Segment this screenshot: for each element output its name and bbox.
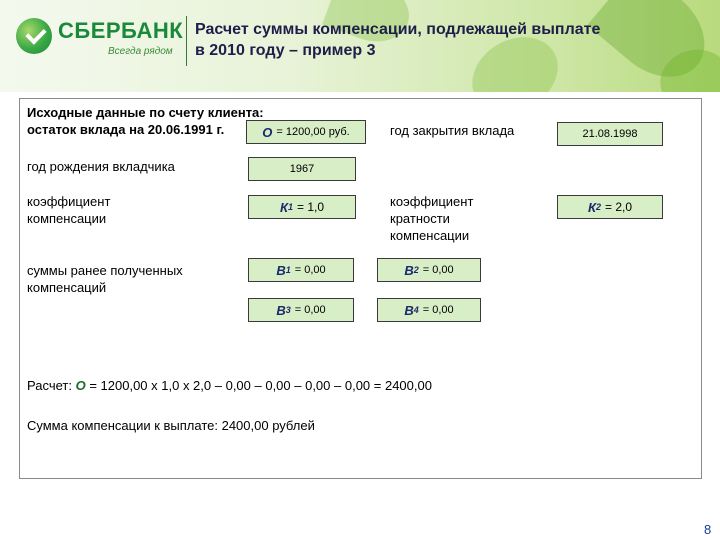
coef-mult-label: коэффициент кратности компенсации xyxy=(390,194,474,243)
slide-header xyxy=(0,0,720,92)
sberbank-logo xyxy=(16,14,186,66)
calc-line xyxy=(27,377,432,394)
result-text: Сумма компенсации к выплате: 2400,00 рублей xyxy=(27,418,315,433)
birth-year-label: год рождения вкладчика xyxy=(27,159,175,174)
b2-value: = 0,00 xyxy=(422,264,454,276)
intro-text: Исходные данные по счету клиента: xyxy=(27,105,264,120)
prev-comp-label: суммы ранее полученных компенсаций xyxy=(27,263,183,295)
header-divider xyxy=(186,16,187,66)
k2-field: К 2 = 2,0 xyxy=(557,195,663,219)
coef-comp-label: коэффициент компенсации xyxy=(27,194,111,226)
b1-value: = 0,00 xyxy=(294,264,326,276)
page-number: 8 xyxy=(704,522,712,537)
k2-symbol: К xyxy=(587,199,596,215)
logo-tagline: Всегда рядом xyxy=(108,46,173,57)
title-line-1: Расчет суммы компенсации, подлежащей выплате xyxy=(195,21,601,38)
b3-field: В 3 = 0,00 xyxy=(248,298,354,322)
birth-year-field xyxy=(248,157,356,181)
title-line-2: в 2010 году – пример 3 xyxy=(195,42,376,59)
close-year-label: год закрытия вклада xyxy=(390,123,515,138)
balance-label: остаток вклада на 20.06.1991 г. xyxy=(27,122,225,137)
balance-symbol: О xyxy=(262,124,273,140)
balance-value: = 1200,00 руб. xyxy=(276,126,350,138)
b1-field: В 1 = 0,00 xyxy=(248,258,354,282)
k2-value: = 2,0 xyxy=(604,200,633,214)
close-date-value: 21.08.1998 xyxy=(582,128,638,140)
logo-emblem-icon xyxy=(16,18,52,54)
close-date-field xyxy=(557,122,663,146)
k1-value: = 1,0 xyxy=(296,200,325,214)
b2-field: В 2 = 0,00 xyxy=(377,258,481,282)
b4-field: В 4 = 0,00 xyxy=(377,298,481,322)
calc-formula: = 1200,00 х 1,0 х 2,0 – 0,00 – 0,00 – 0,00 – 0,00 = 2400,00 xyxy=(89,378,432,393)
b3-value: = 0,00 xyxy=(294,304,326,316)
k1-symbol: К xyxy=(279,199,288,215)
logo-name: СБЕРБАНК xyxy=(58,18,184,43)
b4-value: = 0,00 xyxy=(422,304,454,316)
calc-symbol: О xyxy=(75,378,86,393)
page-title xyxy=(195,19,600,61)
balance-field xyxy=(246,120,366,144)
k1-field: К 1 = 1,0 xyxy=(248,195,356,219)
calc-label: Расчет: xyxy=(27,378,72,393)
birth-year-value: 1967 xyxy=(289,163,315,175)
checkmark-icon xyxy=(25,23,46,44)
